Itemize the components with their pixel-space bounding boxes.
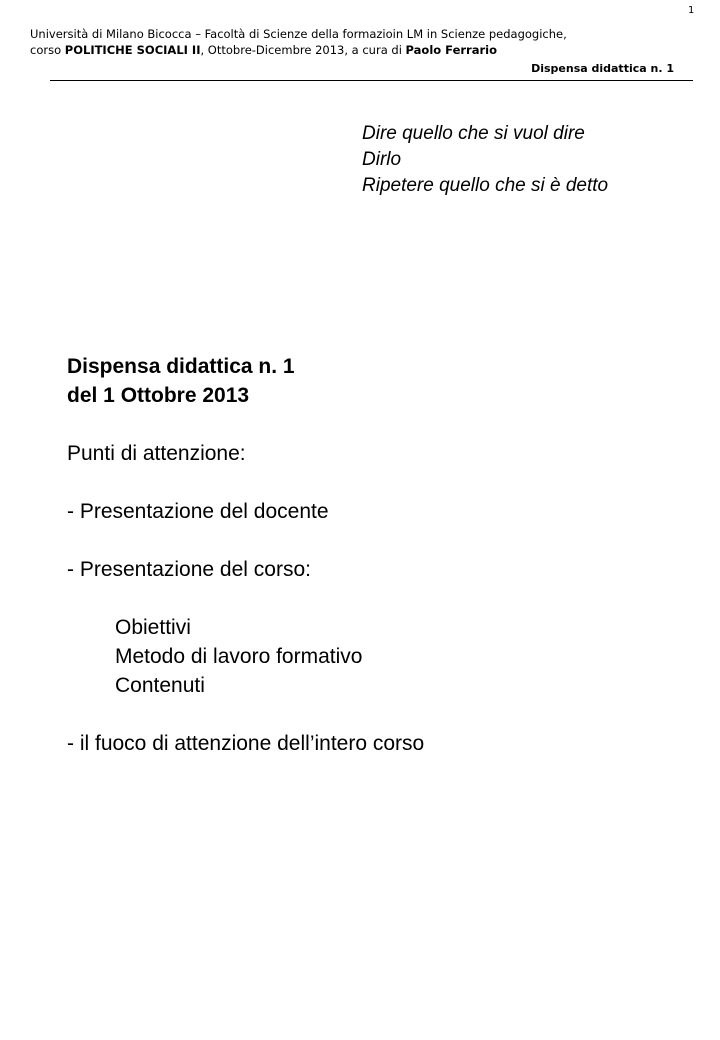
spacer	[67, 410, 424, 439]
point-course-focus: - il fuoco di attenzione dell’intero corso	[67, 732, 425, 755]
motto-line-1: Dire quello che si vuol dire	[362, 123, 585, 144]
header-course-prefix: corso	[30, 43, 65, 57]
point-course-presentation: - Presentazione del corso:	[67, 558, 311, 581]
point-teacher-presentation: - Presentazione del docente	[67, 500, 329, 523]
spacer	[67, 700, 424, 729]
motto-line-3: Ripetere quello che si è detto	[362, 175, 609, 196]
document-date: del 1 Ottobre 2013	[67, 384, 250, 407]
document-title: Dispensa didattica n. 1	[67, 355, 295, 378]
points-heading: Punti di attenzione:	[67, 442, 246, 465]
motto-line-2: Dirlo	[362, 149, 402, 170]
header-line-2	[30, 42, 695, 58]
sub-item-contents: Contenuti	[115, 674, 205, 697]
header-document-label: Dispensa didattica n. 1	[531, 62, 674, 75]
author-name: Paolo Ferrario	[405, 43, 497, 57]
header-line-1: Università di Milano Bicocca – Facoltà di Scienze della formazioin LM in Scienze pedagogiche,	[30, 27, 567, 41]
header-course-details: , Ottobre-Dicembre 2013, a cura di	[200, 43, 406, 57]
spacer	[67, 584, 424, 613]
page-number: 1	[688, 5, 695, 16]
sub-item-method: Metodo di lavoro formativo	[115, 645, 363, 668]
spacer	[67, 526, 424, 555]
spacer	[67, 468, 424, 497]
course-name: POLITICHE SOCIALI II	[64, 43, 201, 57]
motto-block	[362, 121, 608, 199]
main-content	[67, 352, 424, 758]
header-divider	[50, 80, 693, 81]
document-header	[30, 26, 695, 58]
sub-item-objectives: Obiettivi	[115, 616, 191, 639]
